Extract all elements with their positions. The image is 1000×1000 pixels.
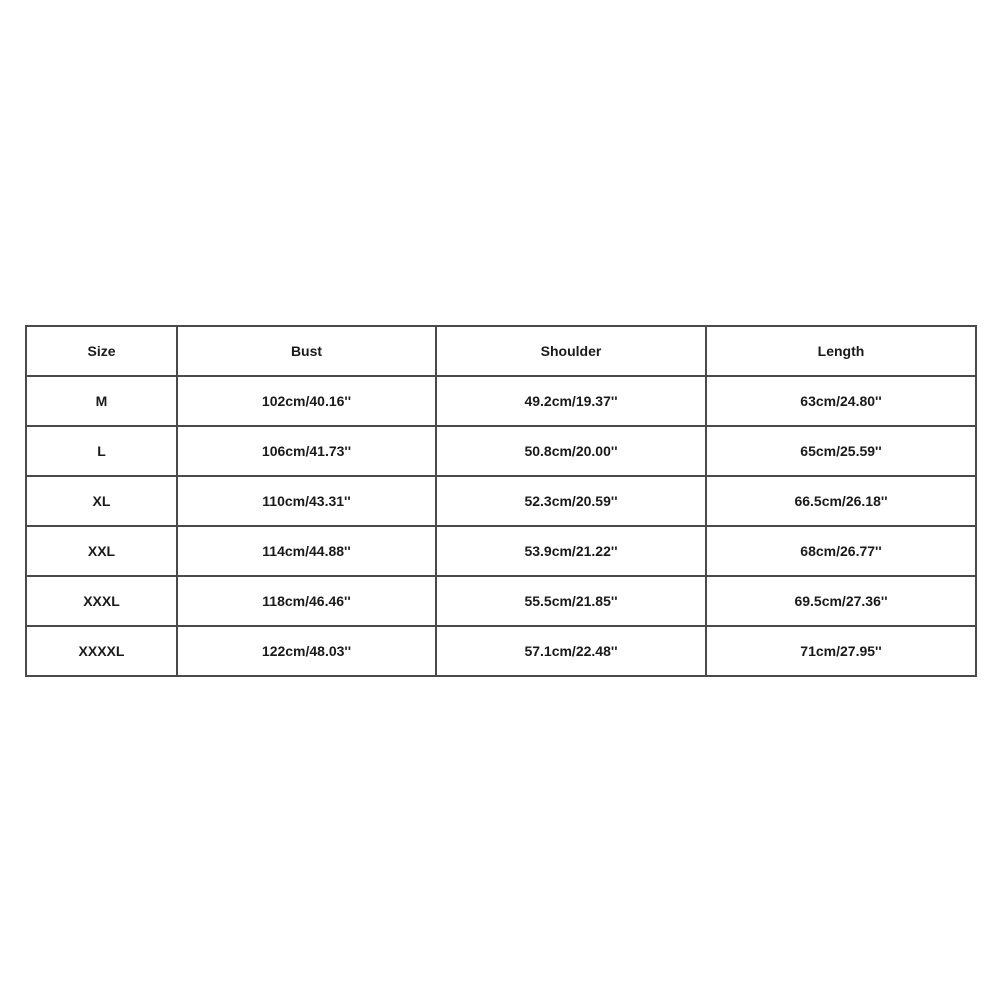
header-shoulder: Shoulder [436, 326, 706, 376]
cell-length: 63cm/24.80'' [706, 376, 976, 426]
cell-size: XL [26, 476, 177, 526]
cell-bust: 114cm/44.88'' [177, 526, 436, 576]
table-row [26, 526, 976, 576]
table-row [26, 426, 976, 476]
cell-bust: 122cm/48.03'' [177, 626, 436, 676]
header-length: Length [706, 326, 976, 376]
cell-size: L [26, 426, 177, 476]
cell-shoulder: 49.2cm/19.37'' [436, 376, 706, 426]
cell-size: M [26, 376, 177, 426]
cell-shoulder: 55.5cm/21.85'' [436, 576, 706, 626]
cell-length: 69.5cm/27.36'' [706, 576, 976, 626]
table-header [26, 326, 976, 376]
cell-bust: 106cm/41.73'' [177, 426, 436, 476]
cell-shoulder: 57.1cm/22.48'' [436, 626, 706, 676]
table-row [26, 626, 976, 676]
cell-length: 68cm/26.77'' [706, 526, 976, 576]
size-chart-table [25, 325, 977, 677]
cell-length: 66.5cm/26.18'' [706, 476, 976, 526]
cell-size: XXL [26, 526, 177, 576]
table-row [26, 476, 976, 526]
header-bust: Bust [177, 326, 436, 376]
cell-length: 65cm/25.59'' [706, 426, 976, 476]
cell-shoulder: 53.9cm/21.22'' [436, 526, 706, 576]
cell-bust: 118cm/46.46'' [177, 576, 436, 626]
cell-bust: 110cm/43.31'' [177, 476, 436, 526]
table-body [26, 376, 976, 676]
header-row [26, 326, 976, 376]
cell-shoulder: 50.8cm/20.00'' [436, 426, 706, 476]
table-row [26, 376, 976, 426]
table-row [26, 576, 976, 626]
header-size: Size [26, 326, 177, 376]
cell-size: XXXL [26, 576, 177, 626]
cell-length: 71cm/27.95'' [706, 626, 976, 676]
cell-shoulder: 52.3cm/20.59'' [436, 476, 706, 526]
cell-size: XXXXL [26, 626, 177, 676]
cell-bust: 102cm/40.16'' [177, 376, 436, 426]
